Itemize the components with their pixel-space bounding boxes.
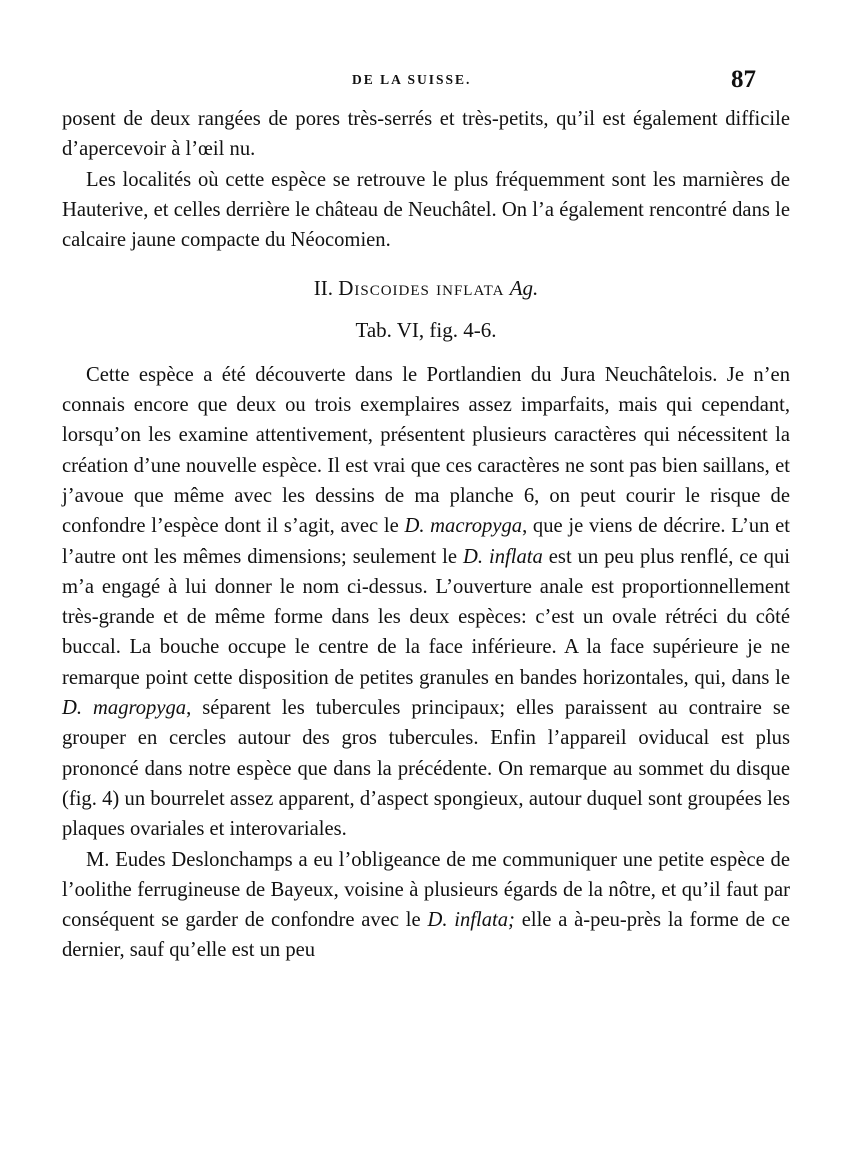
paragraph-continuation: posent de deux rangées de pores très-serrés et très-petits, qu’il est également difficile d’apercevoir à l’œil nu. (62, 108, 790, 161)
species-heading (62, 273, 790, 303)
paragraph-description (62, 360, 790, 845)
species-number: II. (313, 276, 333, 301)
text-run: M. Eudes Deslonchamps a eu l’obligeance de me communiquer une petite espèce de l’oolithe ferrugineuse de Bayeux, voisine à plusieurs égards de la nôtre, et qu’il faut par conséquent se garder de confondre avec le (62, 848, 790, 932)
text-run: , séparent les tubercules principaux; elles paraissent au contraire se grouper en cercles autour des gros tubercules. Enfin l’appareil oviducal est plus prononcé dans notre espèce que dans la précédente. On remarque au sommet du disque (fig. 4) un bourrelet assez apparent, d’aspect spongieux, autour duquel sont groupées les plaques ovariales et interovariales. (62, 697, 790, 841)
taxon-name: D. inflata (463, 545, 543, 568)
page-body (62, 104, 790, 966)
species-author: Ag. (509, 276, 539, 301)
text-run: elle a à-peu-près la forme de ce dernier, sauf qu’elle est un peu (62, 909, 790, 962)
running-title: DE LA SUISSE. (352, 72, 472, 87)
taxon-name: D. macropyga (404, 515, 523, 538)
species-name: Discoides inflata (338, 276, 505, 301)
text-run: , que je viens de décrire. L’un et l’autre ont les mêmes dimensions; seulement le (62, 515, 791, 568)
paragraph-deslonchamps (62, 845, 790, 966)
running-header (0, 66, 850, 96)
taxon-name: D. inflata; (427, 909, 515, 932)
plate-reference: Tab. VI, fig. 4-6. (355, 318, 497, 343)
taxon-name: D. magropyga (62, 697, 187, 720)
page-number: 87 (731, 66, 756, 93)
text-run: Cette espèce a été découverte dans le Portlandien du Jura Neuchâtelois. Je n’en connais encore que deux ou trois exemplaires assez imparfaits, mais qui cependant, lorsqu’on les examine attentivement, présentent plusieurs caractères qui nécessitent la création d’une nouvelle espèce. Il est vrai que ces caractères ne sont pas bien saillans, et j’avoue que même avec les dessins de ma planche 6, on peut courir le risque de confondre l’espèce dont il s’agit, avec le (62, 363, 790, 538)
paragraph-localities: Les localités où cette espèce se retrouve le plus fréquemment sont les marnières de Hauterive, et celles derrière le château de Neuchâtel. On l’a également rencontré dans le calcaire jaune compacte du Néocomien. (62, 168, 790, 252)
text-run: est un peu plus renflé, ce qui m’a engagé à lui donner le nom ci-dessus. L’ouverture anale est proportionnellement très-grande et de même forme dans les deux espèces: c’est un ovale rétréci du côté buccal. La bouche occupe le centre de la face inférieure. A la face supérieure je ne remarque point cette disposition de petites granules en bandes horizontales, qui, dans le (62, 545, 790, 689)
